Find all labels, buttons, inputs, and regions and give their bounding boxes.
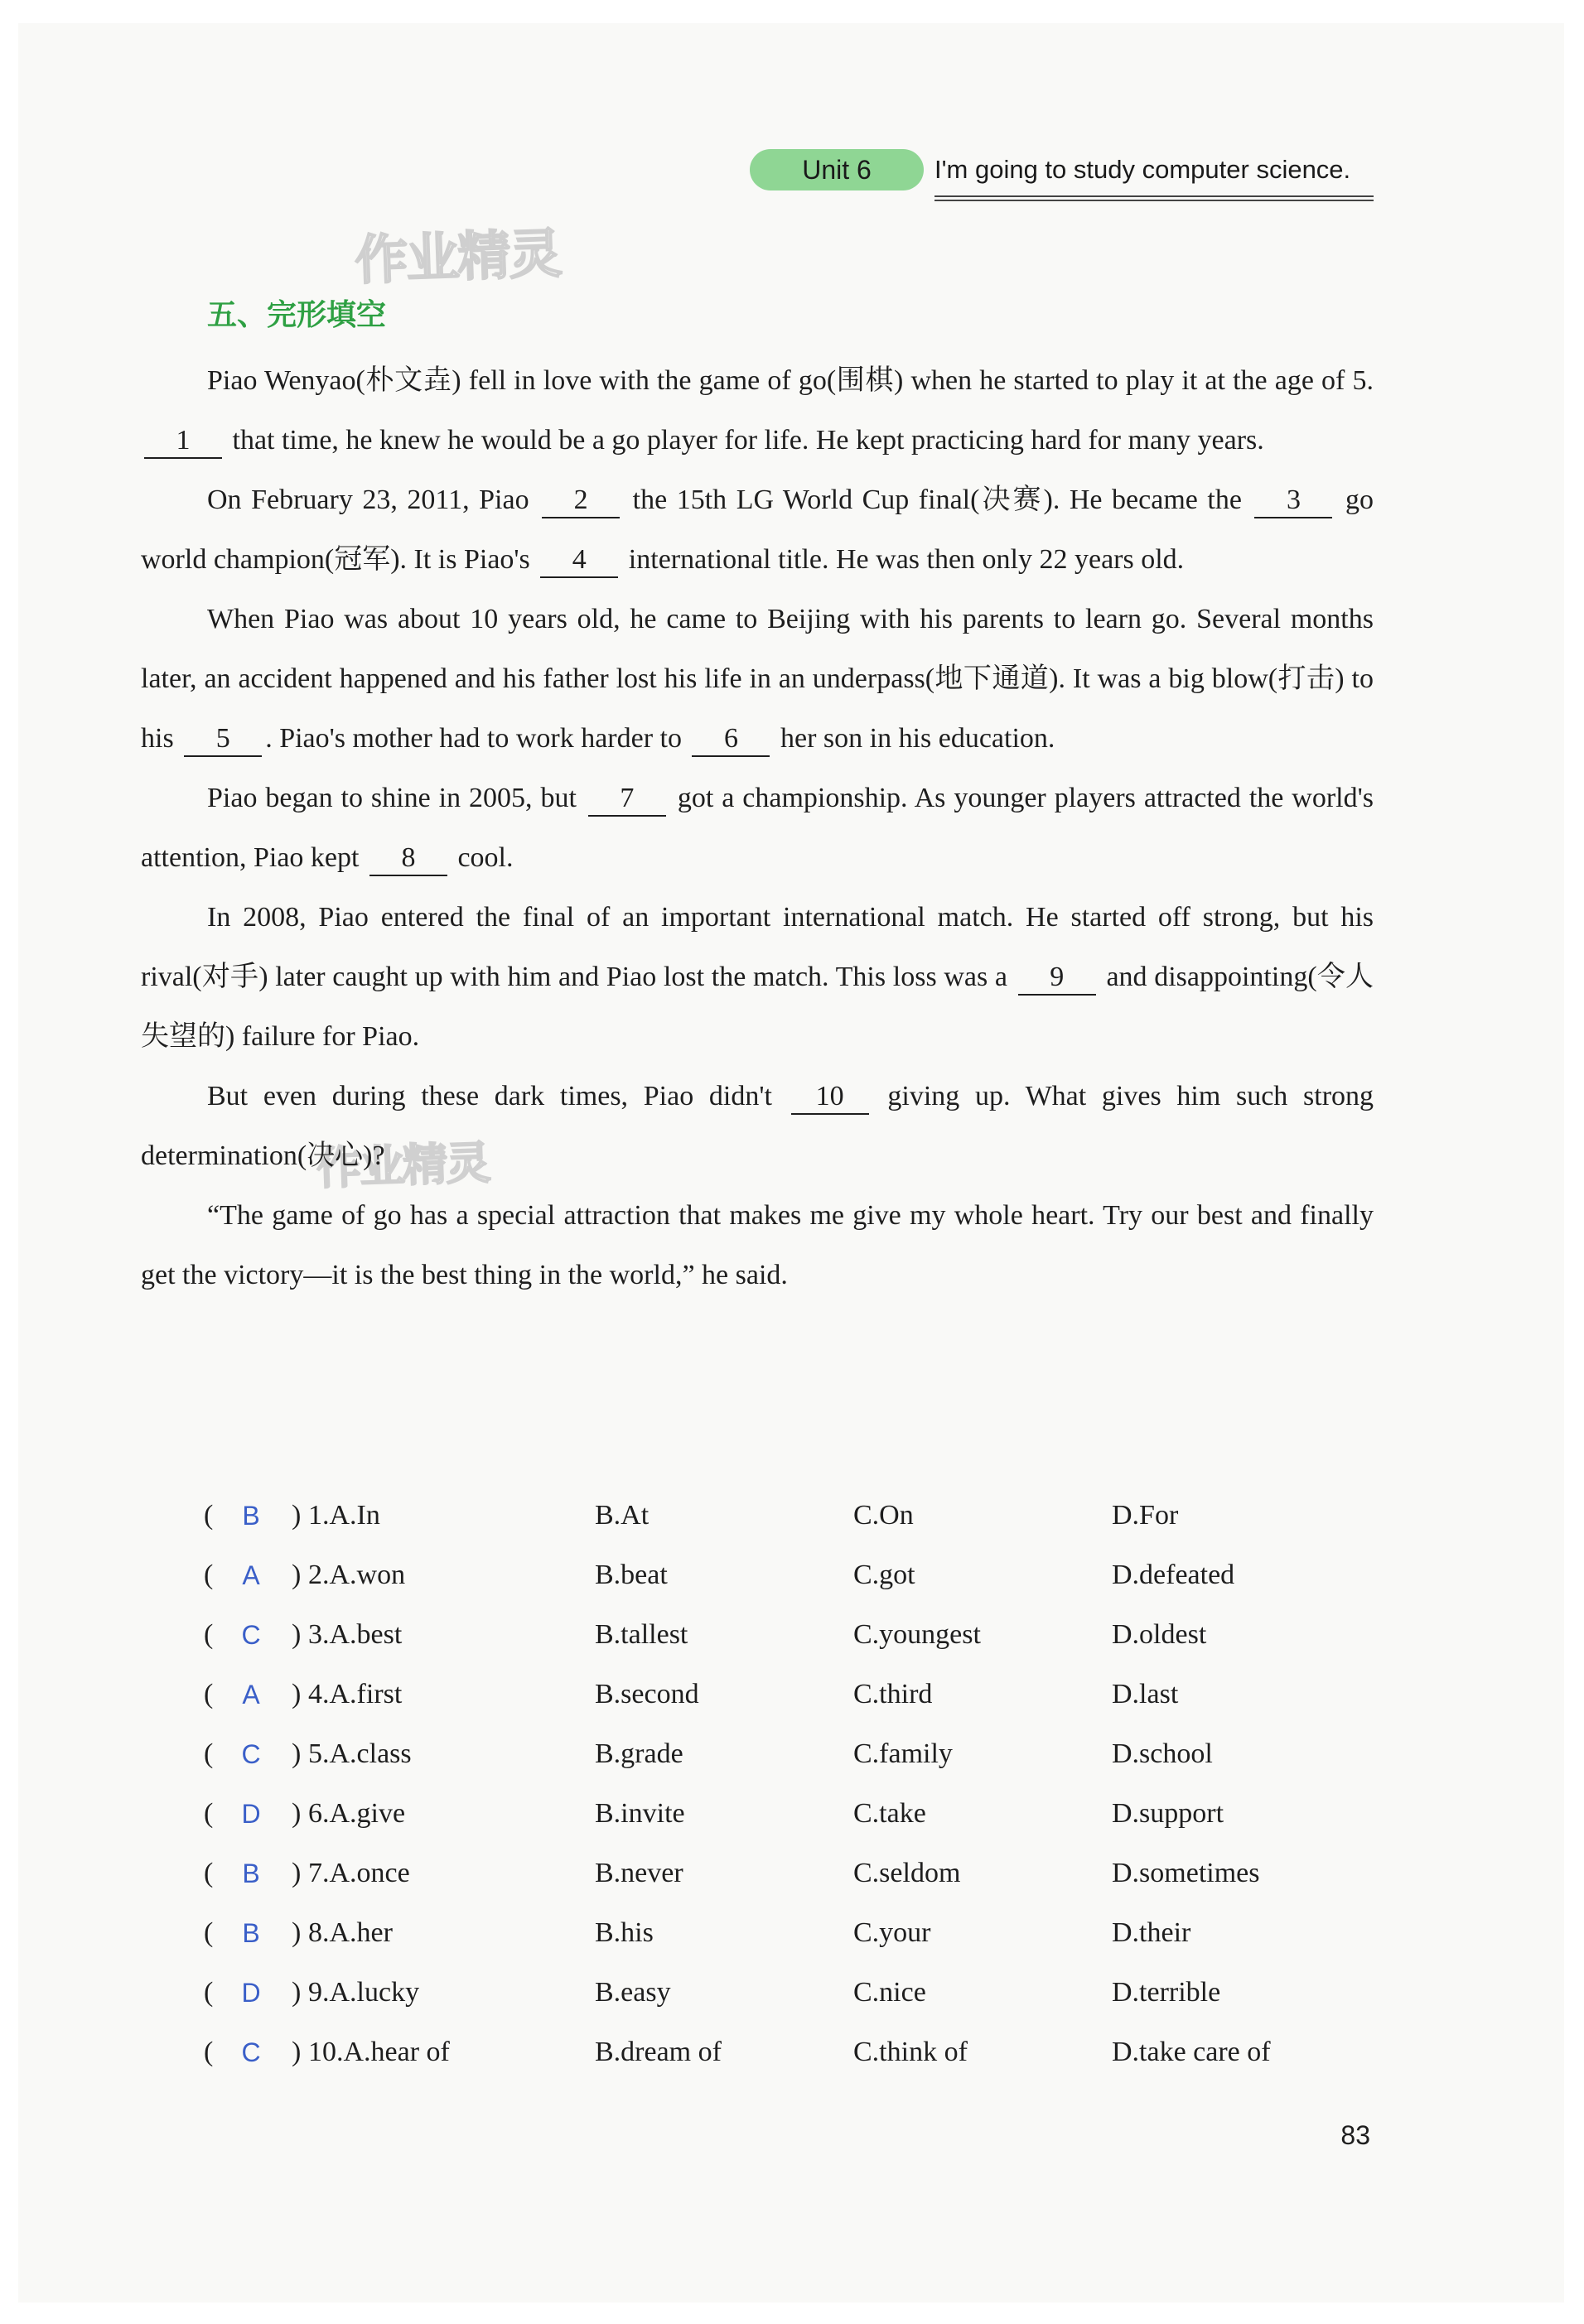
answer-paren-open: ( (204, 1858, 214, 1888)
option-c: C.got (853, 1560, 915, 1590)
passage-paragraph-2 (141, 470, 1374, 590)
answer-paren-close: ) (292, 1619, 302, 1650)
question-row (204, 1724, 1380, 1784)
question-row (204, 2023, 1380, 2082)
blank-7: 7 (588, 782, 666, 817)
option-a: 2.A.won (308, 1560, 406, 1590)
answer-letter: A (242, 1680, 260, 1709)
option-d: D.take care of (1112, 2037, 1271, 2067)
blank-1: 1 (144, 424, 222, 459)
option-b: B.invite (595, 1798, 685, 1829)
option-a: 5.A.class (308, 1738, 412, 1769)
option-a: 8.A.her (308, 1917, 393, 1948)
page-number: 83 (1340, 2120, 1370, 2150)
question-row (204, 1844, 1380, 1903)
blank-10: 10 (791, 1080, 869, 1115)
passage-text: that time, he knew he would be a go player for life. He kept practicing hard for many years. (232, 425, 1264, 456)
answer-paren-open: ( (204, 1917, 214, 1948)
answer-letter: A (242, 1560, 260, 1590)
question-row (204, 1784, 1380, 1844)
blank-9: 9 (1018, 961, 1096, 996)
answer-letter: B (242, 1918, 260, 1948)
passage-text: giving up. What gives him such strong determination(决心)? (141, 1081, 1374, 1171)
blank-3: 3 (1254, 484, 1332, 518)
option-d: D.defeated (1112, 1560, 1235, 1590)
unit-title: I'm going to study computer science. (934, 155, 1351, 184)
unit-badge (750, 149, 924, 190)
answer-paren-close: ) (292, 1917, 302, 1948)
option-a: 7.A.once (308, 1858, 410, 1888)
question-row (204, 1605, 1380, 1665)
watermark-small: 作业精灵 (316, 1136, 490, 1195)
blank-6: 6 (692, 722, 770, 757)
answer-paren-open: ( (204, 1798, 214, 1829)
option-a: 6.A.give (308, 1798, 406, 1829)
answer-paren-close: ) (292, 1679, 302, 1709)
blank-5: 5 (184, 722, 262, 757)
passage-paragraph-7 (141, 1186, 1374, 1305)
passage-text: . Piao's mother had to work harder to (265, 723, 682, 754)
question-row (204, 1545, 1380, 1605)
unit-label: Unit 6 (802, 154, 872, 185)
answer-paren-close: ) (292, 2037, 302, 2067)
option-c: C.think of (853, 2037, 968, 2067)
option-b: B.tallest (595, 1619, 688, 1650)
answer-paren-close: ) (292, 1977, 302, 2008)
option-d: D.support (1112, 1798, 1224, 1829)
option-b: B.never (595, 1858, 683, 1888)
option-c: C.On (853, 1500, 914, 1531)
answer-paren-open: ( (204, 1619, 214, 1650)
option-a: 4.A.first (308, 1679, 403, 1709)
answer-paren-close: ) (292, 1560, 302, 1590)
passage-text: On February 23, 2011, Piao (207, 485, 529, 515)
question-row (204, 1963, 1380, 2023)
answer-paren-open: ( (204, 1977, 214, 2008)
option-c: C.family (853, 1738, 953, 1769)
option-b: B.dream of (595, 2037, 722, 2067)
answer-letter: C (241, 2037, 261, 2067)
answer-letter: D (241, 1978, 261, 2008)
option-d: D.oldest (1112, 1619, 1207, 1650)
section-heading: 五、完形填空 (207, 297, 387, 332)
answer-paren-close: ) (292, 1500, 302, 1531)
passage-paragraph-3 (141, 590, 1374, 769)
option-d: D.their (1112, 1917, 1191, 1948)
passage-paragraph-5 (141, 888, 1374, 1067)
answer-paren-close: ) (292, 1798, 302, 1829)
passage-text: go world champion(冠军). It is Piao's (141, 485, 1374, 575)
option-c: C.your (853, 1917, 931, 1948)
option-c: C.seldom (853, 1858, 961, 1888)
passage-text: cool. (457, 842, 514, 873)
answer-letter: D (241, 1799, 261, 1829)
answer-letter: C (241, 1739, 261, 1769)
answer-paren-open: ( (204, 1500, 214, 1531)
option-b: B.beat (595, 1560, 668, 1590)
answer-paren-open: ( (204, 1738, 214, 1769)
cloze-passage (141, 351, 1374, 1305)
answer-options (204, 1486, 1380, 2082)
blank-8: 8 (369, 841, 447, 876)
option-a: 1.A.In (308, 1500, 380, 1531)
watermark: 作业精灵 (354, 223, 562, 292)
answer-paren-close: ) (292, 1738, 302, 1769)
answer-paren-open: ( (204, 1679, 214, 1709)
passage-text: international title. He was then only 22 years old. (628, 544, 1185, 575)
option-d: D.For (1112, 1500, 1179, 1531)
answer-letter: B (242, 1859, 260, 1888)
question-row (204, 1903, 1380, 1963)
passage-paragraph-6 (141, 1067, 1374, 1186)
option-b: B.grade (595, 1738, 683, 1769)
passage-text: Piao Wenyao(朴文垚) fell in love with the game of go(围棋) when he started to play it at the age of 5. (207, 365, 1374, 396)
blank-4: 4 (540, 543, 618, 578)
passage-text: But even during these dark times, Piao didn't (207, 1081, 772, 1111)
option-a: 10.A.hear of (308, 2037, 450, 2067)
option-c: C.take (853, 1798, 926, 1829)
option-c: C.third (853, 1679, 933, 1709)
passage-text: the 15th LG World Cup final(决赛). He became the (632, 485, 1242, 515)
answer-paren-close: ) (292, 1858, 302, 1888)
option-b: B.easy (595, 1977, 671, 2008)
option-d: D.sometimes (1112, 1858, 1260, 1888)
option-b: B.At (595, 1500, 650, 1531)
passage-text: and disappointing(令人失望的) failure for Piao. (141, 962, 1374, 1052)
option-c: C.youngest (853, 1619, 981, 1650)
answer-paren-open: ( (204, 2037, 214, 2067)
passage-text: her son in his education. (780, 723, 1055, 754)
blank-2: 2 (542, 484, 620, 518)
passage-paragraph-4 (141, 769, 1374, 888)
passage-text: got a championship. As younger players attracted the world's attention, Piao kept (141, 783, 1374, 873)
option-b: B.second (595, 1679, 699, 1709)
option-d: D.school (1112, 1738, 1213, 1769)
passage-text: When Piao was about 10 years old, he came to Beijing with his parents to learn go. Several months later, an accident happened and his father lost his life in an underpass(地下通道). It was a big blow(打击) to his (141, 604, 1374, 754)
option-d: D.terrible (1112, 1977, 1221, 2008)
option-c: C.nice (853, 1977, 926, 2008)
passage-text: “The game of go has a special attraction that makes me give my whole heart. Try our best and finally get the victory—it is the best thing in the world,” he said. (141, 1200, 1374, 1290)
option-b: B.his (595, 1917, 654, 1948)
answer-letter: B (242, 1501, 260, 1531)
passage-text: In 2008, Piao entered the final of an important international match. He started off strong, but his rival(对手) later caught up with him and Piao lost the match. This loss was a (141, 902, 1374, 992)
answer-letter: C (241, 1620, 261, 1650)
option-a: 3.A.best (308, 1619, 403, 1650)
answer-paren-open: ( (204, 1560, 214, 1590)
passage-paragraph-1 (141, 351, 1374, 470)
passage-text: Piao began to shine in 2005, but (207, 783, 577, 813)
question-row (204, 1486, 1380, 1545)
option-a: 9.A.lucky (308, 1977, 420, 2008)
question-row (204, 1665, 1380, 1724)
option-d: D.last (1112, 1679, 1179, 1709)
header-rule (934, 195, 1374, 201)
